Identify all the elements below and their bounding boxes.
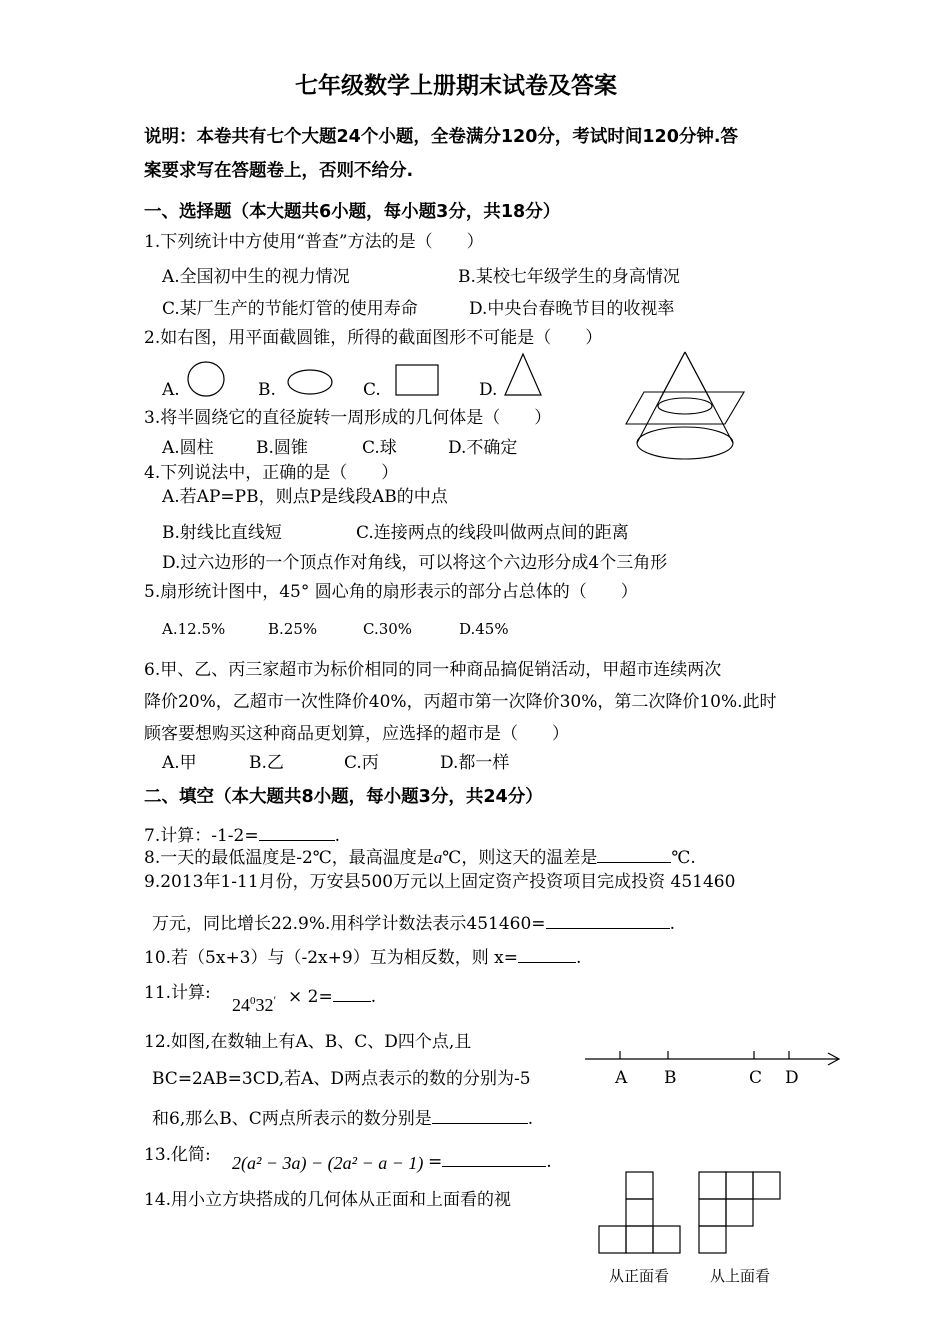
circle-shape-icon xyxy=(186,360,226,398)
front-view-label: 从正面看 xyxy=(609,1267,670,1285)
triangle-shape-icon xyxy=(502,352,544,398)
q3-option-c: C.球 xyxy=(362,438,397,458)
q8-answer-blank[interactable] xyxy=(597,846,671,863)
note-line-2: 案要求写在答题卷上，否则不给分. xyxy=(144,161,414,181)
q13-equals: = xyxy=(428,1152,443,1172)
section1-heading: 一、选择题（本大题共6小题，每小题3分，共18分） xyxy=(144,202,561,222)
top-view-figure xyxy=(696,1168,786,1256)
q13-tail xyxy=(428,1150,552,1172)
q5-option-a: A.12.5% xyxy=(162,620,226,638)
q9-end: . xyxy=(669,914,675,934)
q1-option-b: B.某校七年级学生的身高情况 xyxy=(458,267,680,287)
q5-option-c: C.30% xyxy=(363,620,413,638)
q11-minute-symbol: ′ xyxy=(273,993,277,1007)
q11-degrees: 24 xyxy=(232,995,250,1015)
q8-mid: ℃，则这天的温差是 xyxy=(442,848,598,868)
q14-stem: 14.用小立方块搭成的几何体从正面和上面看的视 xyxy=(144,1190,512,1210)
q5-stem: 5.扇形统计图中，45° 圆心角的扇形表示的部分占总体的（ ） xyxy=(144,582,638,602)
number-line-label-a: A xyxy=(615,1068,628,1088)
number-line-label-b: B xyxy=(664,1068,677,1088)
q6-line-3: 顾客要想购买这种商品更划算，应选择的超市是（ ） xyxy=(144,724,569,744)
q12-line-2: BC=2AB=3CD,若A、D两点表示的数的分别为-5 xyxy=(152,1069,531,1089)
q3-stem: 3.将半圆绕它的直径旋转一周形成的几何体是（ ） xyxy=(144,408,552,428)
q13-end: . xyxy=(546,1152,552,1172)
q2-stem: 2.如右图，用平面截圆锥，所得的截面图形不可能是（ ） xyxy=(144,328,603,348)
q12-line-3 xyxy=(152,1107,533,1129)
q10-answer-blank[interactable] xyxy=(518,946,576,963)
q3-option-a: A.圆柱 xyxy=(162,438,214,458)
q8-variable: a xyxy=(433,848,443,867)
q7 xyxy=(144,824,340,846)
q12-end: . xyxy=(527,1109,534,1129)
q2-option-a: A. xyxy=(162,380,180,400)
q11-tail xyxy=(288,985,376,1007)
q6-option-c: C.丙 xyxy=(344,753,379,773)
q1-option-c: C.某厂生产的节能灯管的使用寿命 xyxy=(162,299,418,319)
q2-option-c: C. xyxy=(363,380,381,400)
q9-line-1: 9.2013年1-11月份，万安县500万元以上固定资产投资项目完成投资 451460 xyxy=(144,872,736,892)
section2-heading: 二、填空（本大题共8小题，每小题3分，共24分） xyxy=(144,787,543,807)
ellipse-shape-icon xyxy=(286,368,334,396)
q12-answer-blank[interactable] xyxy=(432,1107,528,1124)
q2-option-b: B. xyxy=(258,380,276,400)
q4-option-c: C.连接两点的线段叫做两点间的距离 xyxy=(356,523,629,543)
q6-line-2: 降价20%，乙超市一次性降价40%，丙超市第一次降价30%，第二次降价10%.此时 xyxy=(144,692,777,712)
q13-expression: 2(a² − 3a) − (2a² − a − 1) xyxy=(232,1153,424,1173)
q11-degree-symbol: 0 xyxy=(250,995,256,1007)
q13-answer-blank[interactable] xyxy=(442,1150,546,1167)
q3-option-d: D.不确定 xyxy=(448,438,518,458)
q8 xyxy=(144,846,696,868)
note-line-1: 说明：本卷共有七个大题24个小题，全卷满分120分，考试时间120分钟.答 xyxy=(144,127,739,147)
rectangle-shape-icon xyxy=(394,363,440,397)
q9-line-2 xyxy=(152,912,675,934)
q11-end: . xyxy=(370,987,377,1007)
q5-option-b: B.25% xyxy=(268,620,318,638)
q4-option-d: D.过六边形的一个顶点作对角线，可以将这个六边形分成4个三角形 xyxy=(162,553,668,573)
q1-stem: 1.下列统计中方使用“普查”方法的是（ ） xyxy=(144,232,484,252)
q4-option-b: B.射线比直线短 xyxy=(162,523,282,543)
q11-minutes: 32 xyxy=(255,995,274,1015)
q1-option-d: D.中央台春晚节目的收视率 xyxy=(469,299,675,319)
q5-option-d: D.45% xyxy=(459,620,509,638)
q1-option-a: A.全国初中生的视力情况 xyxy=(162,267,350,287)
q10-end: . xyxy=(575,948,582,968)
q9-answer-blank[interactable] xyxy=(546,912,670,929)
q13-stem: 13.化简: xyxy=(144,1145,211,1165)
q11-expression xyxy=(232,990,276,1015)
q7-answer-blank[interactable] xyxy=(259,824,335,841)
q6-line-1: 6.甲、乙、丙三家超市为标价相同的同一种商品搞促销活动，甲超市连续两次 xyxy=(144,660,722,680)
number-line-label-d: D xyxy=(785,1068,799,1088)
q9-line-2-text: 万元，同比增长22.9%.用科学计数法表示451460= xyxy=(152,914,546,934)
q8-pre: 8.一天的最低温度是-2℃，最高温度是 xyxy=(144,848,434,868)
q12-line-3-text: 和6,那么B、C两点所表示的数分别是 xyxy=(152,1109,432,1129)
q11-answer-blank[interactable] xyxy=(333,985,371,1002)
q11-stem: 11.计算: xyxy=(144,983,211,1003)
top-view-label: 从上面看 xyxy=(710,1267,771,1285)
q11-times: × 2= xyxy=(288,987,333,1007)
q10-stem: 10.若（5x+3）与（-2x+9）互为相反数，则 x= xyxy=(144,948,518,968)
q6-option-b: B.乙 xyxy=(249,753,284,773)
q4-stem: 4.下列说法中，正确的是（ ） xyxy=(144,463,399,483)
q10 xyxy=(144,946,581,968)
number-line-figure xyxy=(582,1046,844,1068)
page-title: 七年级数学上册期末试卷及答案 xyxy=(295,73,617,99)
q8-end: ℃. xyxy=(671,848,696,868)
front-view-figure xyxy=(596,1168,686,1256)
q6-option-a: A.甲 xyxy=(162,753,197,773)
number-line-label-c: C xyxy=(749,1068,763,1088)
q4-option-a: A.若AP=PB，则点P是线段AB的中点 xyxy=(162,487,448,507)
q7-end: . xyxy=(334,826,340,846)
q7-stem: 7.计算：-1-2= xyxy=(144,826,259,846)
cone-section-figure xyxy=(622,350,747,465)
q2-option-d: D. xyxy=(479,380,498,400)
q3-option-b: B.圆锥 xyxy=(256,438,308,458)
q12-line-1: 12.如图,在数轴上有A、B、C、D四个点,且 xyxy=(144,1032,472,1052)
q6-option-d: D.都一样 xyxy=(440,753,510,773)
